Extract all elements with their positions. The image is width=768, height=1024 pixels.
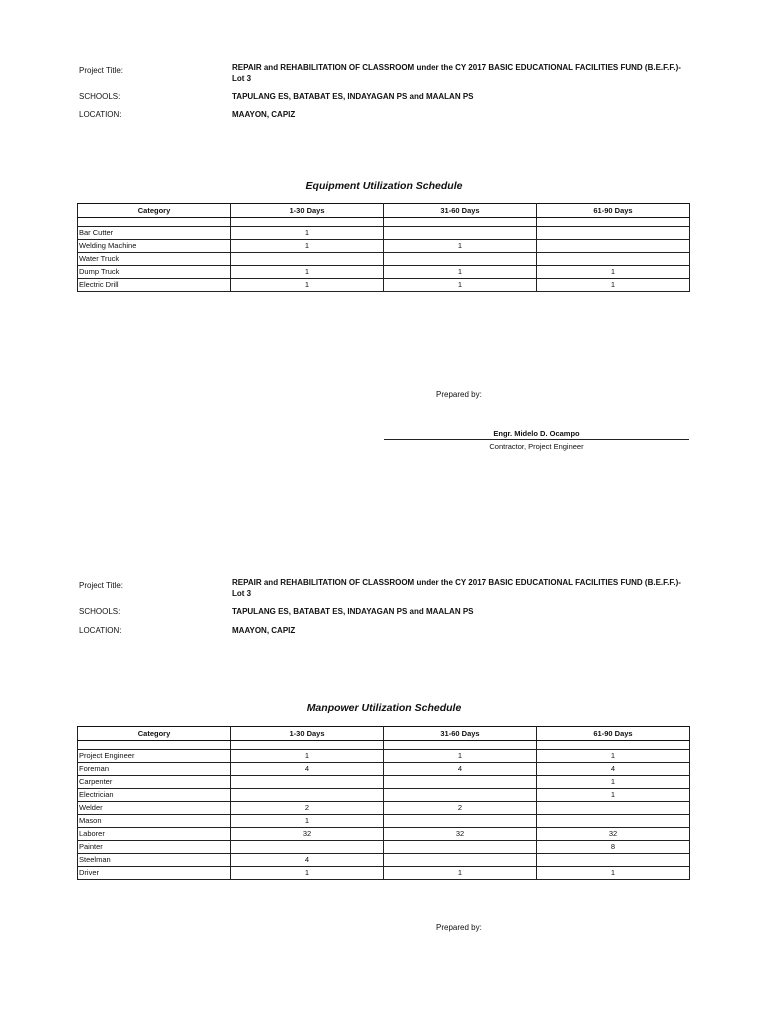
category-cell: Electrician [78, 789, 231, 802]
location-value: MAAYON, CAPIZ [232, 626, 296, 635]
category-cell: Water Truck [78, 253, 231, 266]
column-header: 1-30 Days [231, 727, 384, 741]
value-cell: 1 [384, 279, 537, 292]
category-cell: Welder [78, 802, 231, 815]
schools-value: TAPULANG ES, BATABAT ES, INDAYAGAN PS and MAALAN PS [232, 92, 474, 101]
table-row [78, 854, 690, 867]
schools-label: SCHOOLS: [79, 607, 121, 616]
column-header: 31-60 Days [384, 727, 537, 741]
value-cell: 1 [231, 240, 384, 253]
value-cell: 1 [231, 279, 384, 292]
equipment-schedule-title: Equipment Utilization Schedule [305, 180, 463, 192]
value-cell: 1 [231, 750, 384, 763]
table-row [78, 789, 690, 802]
category-cell: Project Engineer [78, 750, 231, 763]
value-cell: 1 [231, 867, 384, 880]
signatory-role: Contractor, Project Engineer [489, 442, 584, 451]
table-row [78, 828, 690, 841]
manpower-schedule-title: Manpower Utilization Schedule [306, 702, 462, 714]
category-cell: Carpenter [78, 776, 231, 789]
category-cell: Steelman [78, 854, 231, 867]
table-row [78, 867, 690, 880]
value-cell: 1 [231, 815, 384, 828]
value-cell: 1 [231, 266, 384, 279]
signatory-name: Engr. Midelo D. Ocampo [493, 429, 580, 438]
value-cell: 32 [384, 828, 537, 841]
table-row [78, 802, 690, 815]
value-cell [231, 789, 384, 802]
manpower-header-row [78, 727, 690, 741]
value-cell: 4 [537, 763, 690, 776]
value-cell: 1 [384, 266, 537, 279]
value-cell [384, 854, 537, 867]
value-cell: 1 [537, 266, 690, 279]
table-row [78, 763, 690, 776]
value-cell: 1 [537, 750, 690, 763]
category-cell: Painter [78, 841, 231, 854]
table-row [78, 815, 690, 828]
value-cell [231, 841, 384, 854]
manpower-table [77, 726, 690, 880]
value-cell: 1 [537, 279, 690, 292]
value-cell: 1 [384, 240, 537, 253]
table-row [78, 750, 690, 763]
project-title-label: Project Title: [79, 66, 124, 75]
location-label: LOCATION: [79, 110, 122, 119]
location-value: MAAYON, CAPIZ [232, 110, 296, 119]
category-cell: Electric Drill [78, 279, 231, 292]
value-cell [231, 776, 384, 789]
value-cell: 1 [537, 789, 690, 802]
category-cell: Welding Machine [78, 240, 231, 253]
value-cell: 1 [537, 867, 690, 880]
value-cell: 32 [231, 828, 384, 841]
value-cell: 1 [384, 750, 537, 763]
column-header: 1-30 Days [231, 204, 384, 218]
project-title-label: Project Title: [79, 581, 124, 590]
table-row [78, 776, 690, 789]
project-title-value: REPAIR and REHABILITATION OF CLASSROOM under the CY 2017 BASIC EDUCATIONAL FACILITIES FUND (B.E.F.F.)- Lot 3 [232, 63, 681, 83]
value-cell: 4 [384, 763, 537, 776]
value-cell: 4 [231, 763, 384, 776]
table-row [78, 841, 690, 854]
project-title-value: REPAIR and REHABILITATION OF CLASSROOM under the CY 2017 BASIC EDUCATIONAL FACILITIES FUND (B.E.F.F.)- Lot 3 [232, 578, 681, 598]
category-cell: Driver [78, 867, 231, 880]
schools-value: TAPULANG ES, BATABAT ES, INDAYAGAN PS and MAALAN PS [232, 607, 474, 616]
location-label: LOCATION: [79, 626, 122, 635]
value-cell: 1 [537, 776, 690, 789]
value-cell [384, 789, 537, 802]
column-header: Category [78, 204, 231, 218]
value-cell [384, 815, 537, 828]
column-header: 31-60 Days [384, 204, 537, 218]
category-cell: Laborer [78, 828, 231, 841]
category-cell: Mason [78, 815, 231, 828]
value-cell: 32 [537, 828, 690, 841]
value-cell: 1 [384, 867, 537, 880]
value-cell: 8 [537, 841, 690, 854]
column-header: 61-90 Days [537, 204, 690, 218]
prepared-by-label: Prepared by: [436, 923, 482, 932]
value-cell [384, 776, 537, 789]
category-cell: Foreman [78, 763, 231, 776]
value-cell: 2 [231, 802, 384, 815]
value-cell: 1 [231, 227, 384, 240]
spacer-row [78, 741, 690, 750]
value-cell [537, 815, 690, 828]
schools-label: SCHOOLS: [79, 92, 121, 101]
value-cell [384, 841, 537, 854]
value-cell: 2 [384, 802, 537, 815]
column-header: Category [78, 727, 231, 741]
value-cell: 4 [231, 854, 384, 867]
category-cell: Dump Truck [78, 266, 231, 279]
value-cell [537, 802, 690, 815]
prepared-by-label: Prepared by: [436, 390, 482, 399]
category-cell: Bar Cutter [78, 227, 231, 240]
column-header: 61-90 Days [537, 727, 690, 741]
value-cell [537, 854, 690, 867]
